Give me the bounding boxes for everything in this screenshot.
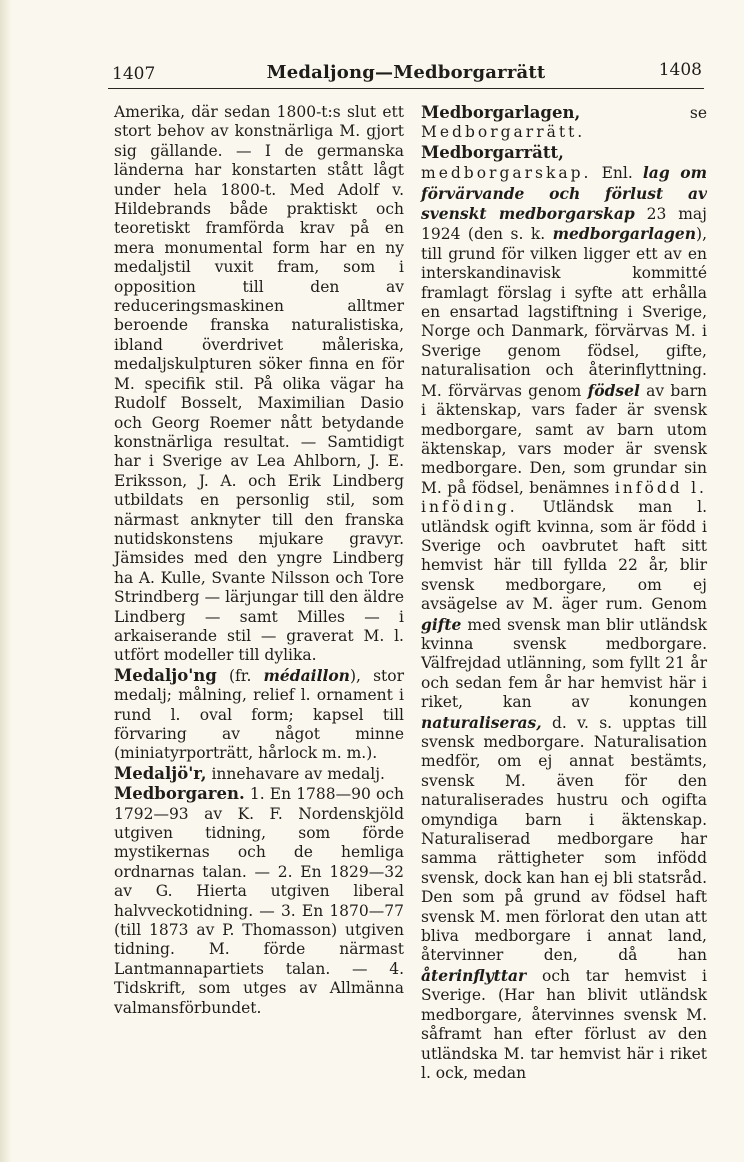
entry-medaljong: Medaljo'ng (fr. médaillon), stor medalj; målning, relief l. ornament i rund l. oval form; kapsel till förvaring av något minne (miniatyrporträtt, hårlock m. m.). [114,665,404,763]
left-column [114,103,404,1018]
headword: Medborgarrätt, [421,142,564,162]
page-number-right: 1408 [658,60,702,80]
entry-medaljor: Medaljö'r, innehavare av medalj. [114,763,385,783]
running-title: Medaljong—Medborgarrätt [266,62,546,83]
headword: Medborgarlagen, [421,103,581,122]
page-number-left: 1407 [112,64,156,84]
headword: Medaljö'r, [114,763,207,783]
entry-medborgaren: Medborgaren. 1. En 1788—90 och 1792—93 av K. F. Nordenskjöld utgiven tidning, som förde mystikernas och de hemliga ordnarnas talan. — 2. En 1829—32 av G. Hierta utgiven liberal halvveckotidning. — 3. En 1870—77 (till 1873 av P. Thomasson) utgiven tidning. M. förde närmast Lantmannapartiets talan. — 4. Tidskrift, som utges av Allmänna valmansförbundet. [114,784,404,1017]
entry-medborgarratt: Medborgarrätt, medborgarskap. Enl. lag om förvärvande och förlust av svenskt medborgarskap 23 maj 1924 (den s. k. medborgarlagen), till grund för vilken ligger ett av en interskandinavisk kommitté framlagt förslag i syfte att erhålla en ensartad lagstiftning i Sverige, Norge och Danmark, förvärvas M. i Sverige genom födsel, gifte, naturalisation och återinflyttning. M. förvärvas genom födsel av barn i äktenskap, vars fader är svensk medborgare, samt av barn utom äktenskap, vars moder är svensk medborgare. Den, som grundar sin M. på födsel, benämnes infödd l. inföding. Utländsk man l. utländsk ogift kvinna, som är född i Sverige och oavbrutet haft sitt hemvist här till fyllda 22 år, blir svensk medborgare, om ej avsägelse av M. äger rum. Genom gifte med svensk man blir utländsk kvinna svensk medborgare. Välfrejdad utlänning, som fyllt 21 år och sedan fem år har hemvist här i riket, kan av konungen naturaliseras, d. v. s. upptas till svensk medborgare. Naturalisation medför, om ej annat bestämts, svensk M. även för den naturaliserades hustru och ogifta omyndiga barn i äktenskap. Naturaliserad medborgare har samma rättigheter som infödd svensk, dock kan han ej bli statsråd. Den som på grund av födsel haft svensk M. men förlorat den utan att bliva medborgare i annat land, återvinner den, då han återinflyttar och tar hemvist i Sverige. (Har han blivit utländsk medborgare, återvinnes svensk M. såframt han efter förlust av den utländska M. tar hemvist här i riket l. ock, medan [421,142,707,1082]
headword: Medborgaren. [114,784,245,804]
page-gutter-shadow [0,0,12,1162]
right-column [421,103,707,1083]
cross-reference: Medborgarrätt. [421,123,586,142]
paragraph-medaljong-continued: Amerika, där sedan 1800-t:s slut ett stort behov av konstnärliga M. gjort sig gällande. — I de germanska länderna har konstarten stått lågt under hela 1800-t. Med Adolf v. Hildebrands både praktiskt och teoretiskt framförda krav på en mera monumental form har en ny medaljstil vuxit fram, som i opposition till den av reduceringsmaskinen alltmer beroende franska naturalistiska, ibland överdrivet måleriska, medaljskulpturen söker finna en för M. specifik stil. På olika vägar ha Rudolf Bosselt, Maximilian Dasio och Georg Roemer nått betydande konstnärliga resultat. — Samtidigt har i Sverige av Lea Ahlborn, J. E. Eriksson, J. A. och Erik Lindberg utbildats en personlig stil, som närmast anknyter till den franska nutidskonstens mjukare gravyr. Jämsides med den yngre Lindberg ha A. Kulle, Svante Nilsson och Tore Strindberg — lärjungar till den äldre Lindberg — samt Milles — i arkaiserande stil — graverat M. l. utfört modeller till dylika. [114,103,404,665]
running-header [108,58,704,89]
entry-medborgarlagen: Medborgarlagen, se Medborgarrätt. [421,103,707,142]
headword: Medaljo'ng [114,665,217,685]
